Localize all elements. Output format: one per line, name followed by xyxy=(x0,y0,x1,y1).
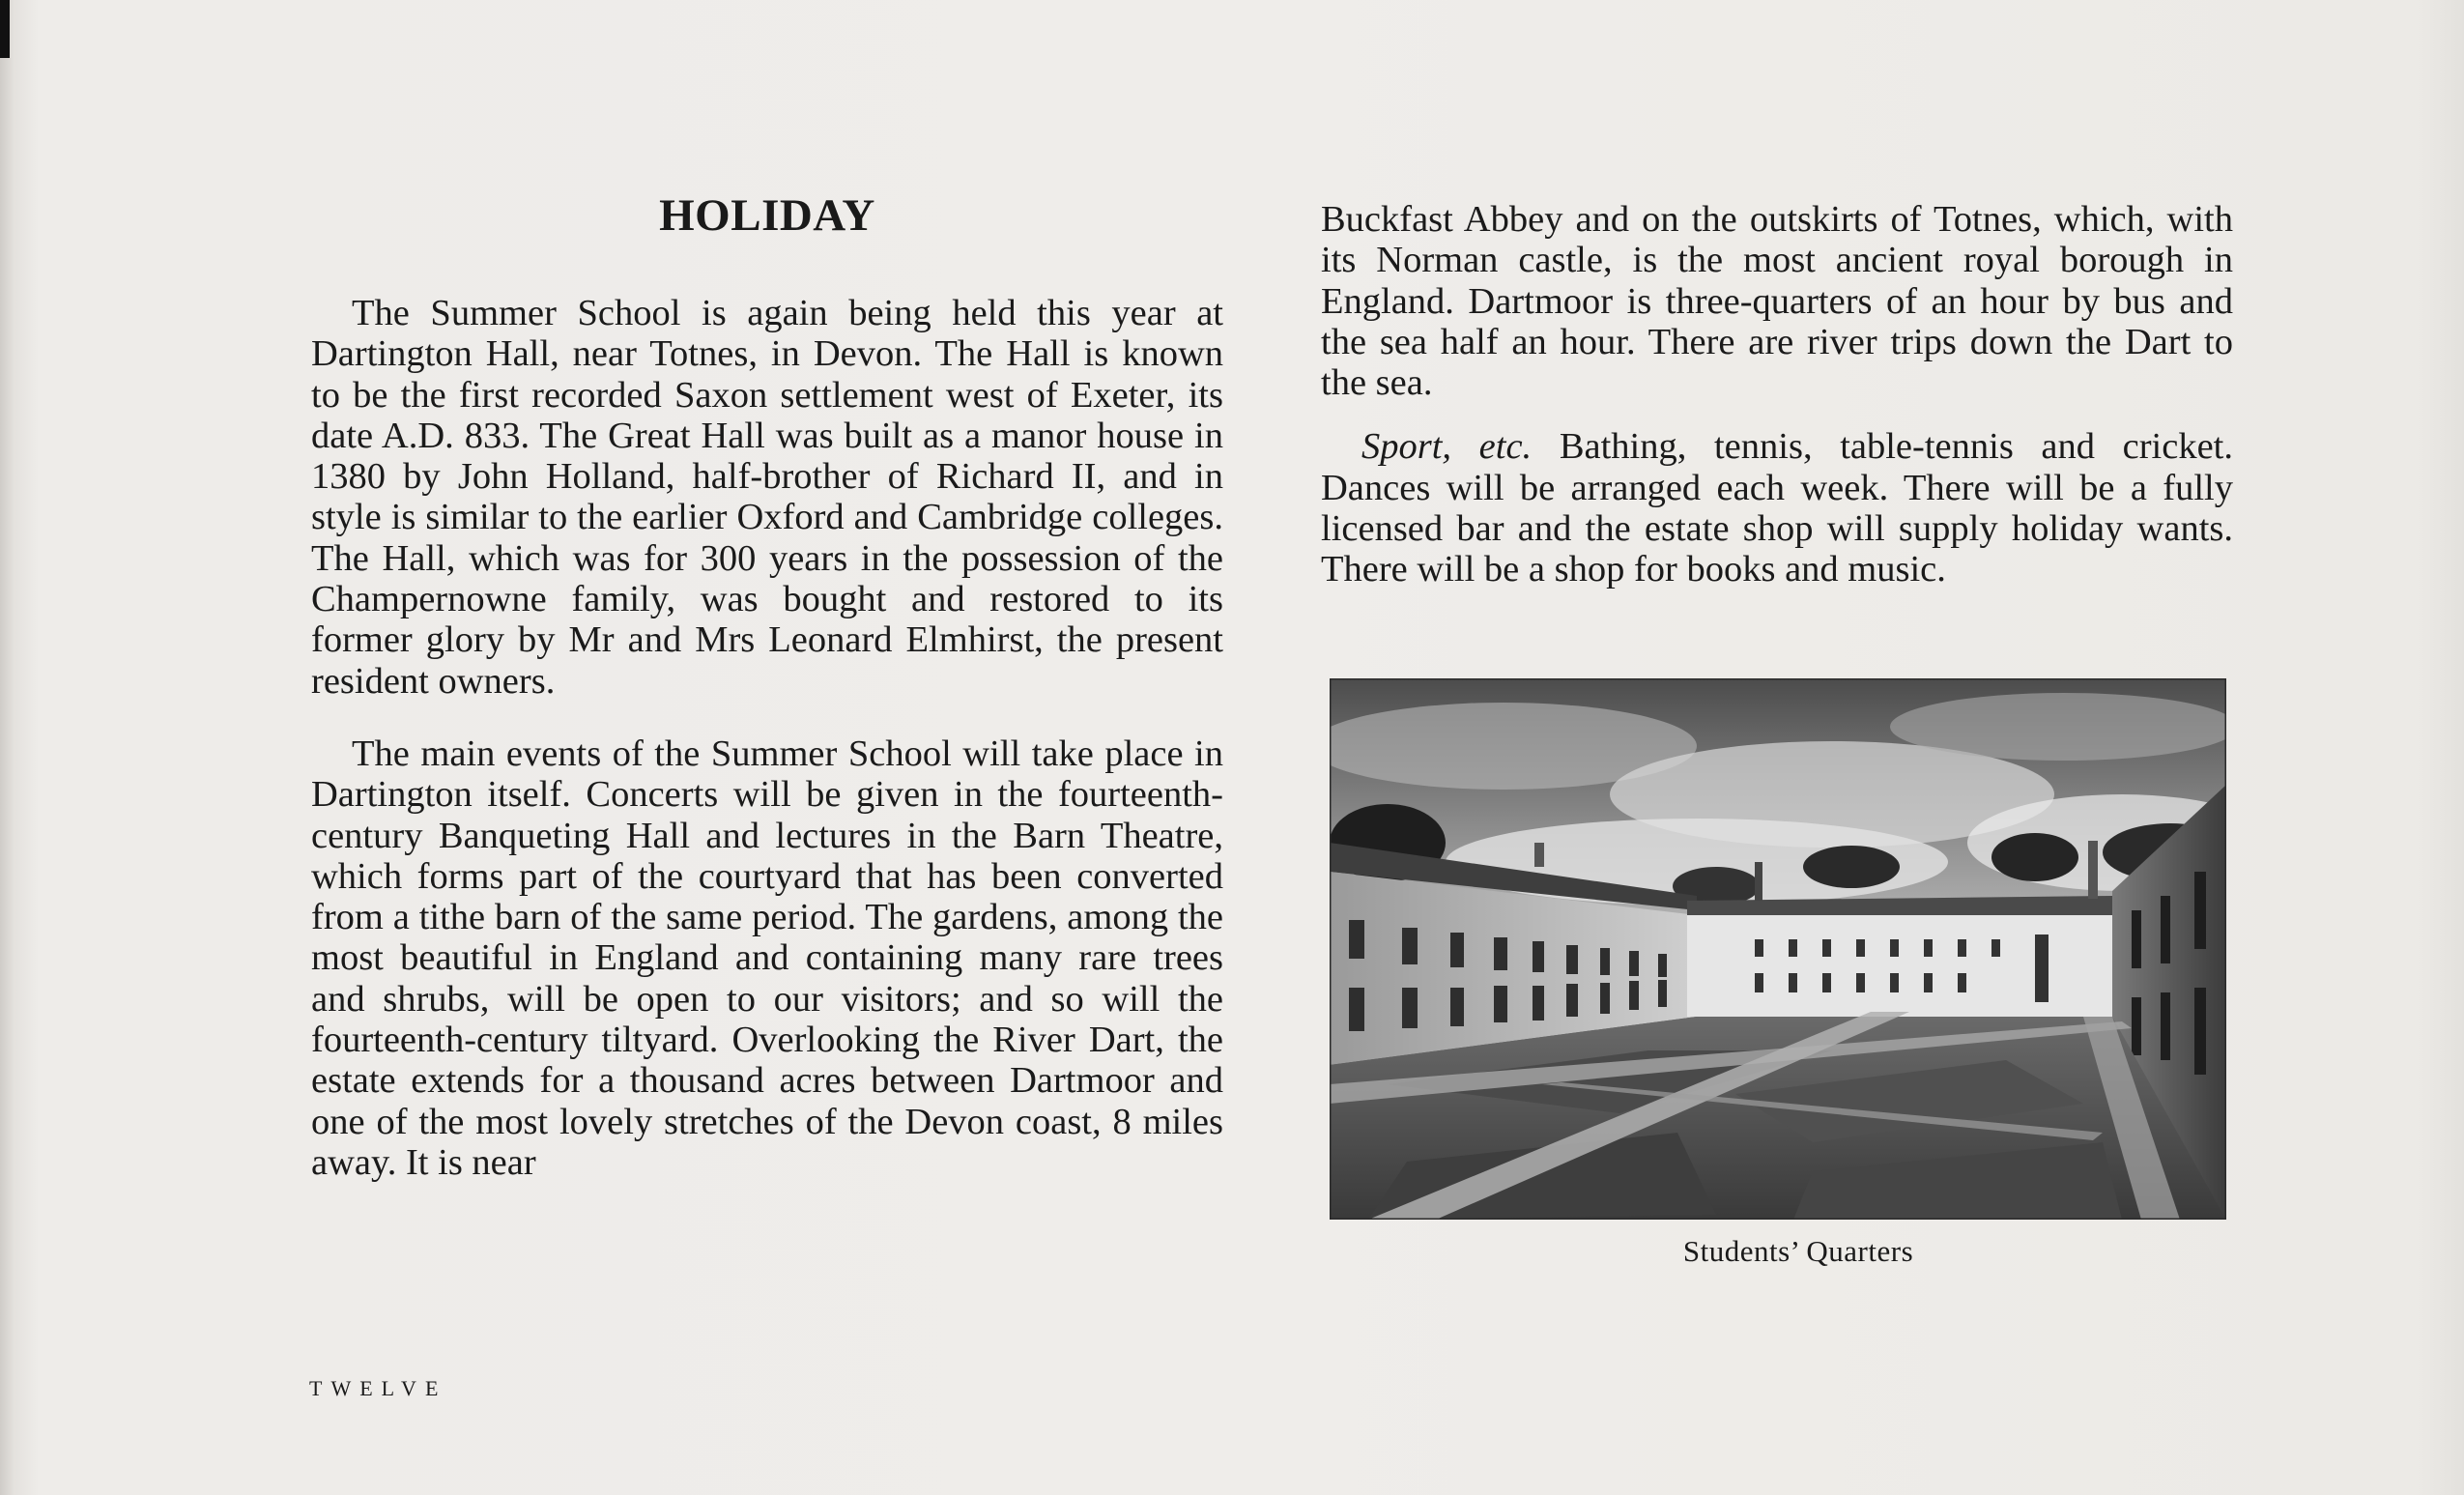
events-paragraph: The main events of the Summer School will take place in Dartington itself. Concerts will be given in the fourteenth-century Banqueting Hall and lectures in the Barn Theatre, which forms part of the courtyard that has been converted from a tithe barn of the same period. The gardens, among the most beautiful in England and containing many rare trees and shrubs, will be open to our visitors; and so will the fourteenth-century tiltyard. Overlooking the River Dart, the estate extends for a thousand acres between Dartmoor and one of the most lovely stretches of the Devon coast, 8 miles away. It is near xyxy=(311,733,1223,1183)
binding-mark xyxy=(0,0,10,58)
photo-caption: Students’ Quarters xyxy=(1682,1234,1914,1268)
courtyard-photo-image xyxy=(1330,678,2226,1220)
sport-text: Bathing, tennis, table-tennis and cricket. Dances will be arranged each week. There will be a fully licensed bar and the estate shop will supply holiday wants. There will be a shop for books and music. xyxy=(1321,426,2233,590)
continuation-paragraph: Buckfast Abbey and on the outskirts of Totnes, which, with its Norman castle, is the most ancient royal borough in England. Dartmoor is three-quarters of an hour by bus and the sea half an hour. There are river trips down the Dart to the sea. xyxy=(1321,199,2233,404)
left-column xyxy=(311,190,1223,1183)
sport-label: Sport, etc. xyxy=(1361,426,1533,468)
right-column xyxy=(1321,199,2233,590)
intro-paragraph: The Summer School is again being held this year at Dartington Hall, near Totnes, in Devon. The Hall is known to be the first recorded Saxon settlement west of Exeter, its date A.D. 833. The Great Hall was built as a manor house in 1380 by John Holland, half-brother of Richard II, and in style is similar to the earlier Oxford and Cambridge colleges. The Hall, which was for 300 years in the possession of the Champernowne family, was bought and restored to its former glory by Mr and Mrs Leonard Elmhirst, the present resident owners. xyxy=(311,293,1223,702)
page-edge-shadow xyxy=(0,0,15,1495)
courtyard-photo xyxy=(1330,678,2226,1220)
page-folio: TWELVE xyxy=(309,1376,447,1400)
sport-paragraph xyxy=(1321,426,2233,589)
page-heading: HOLIDAY xyxy=(659,190,875,241)
